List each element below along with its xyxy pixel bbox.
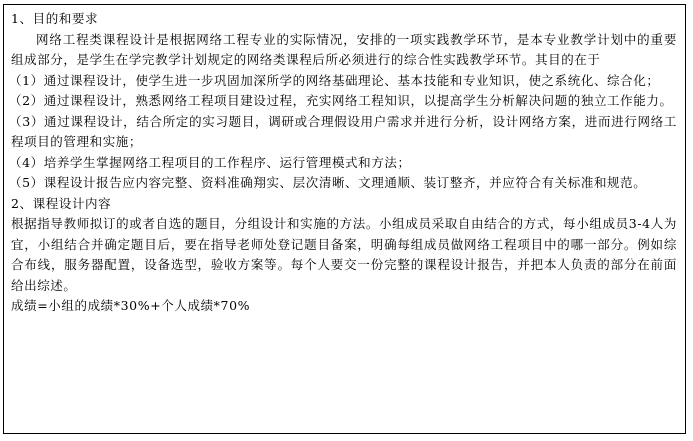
requirement-item-2: （2）通过课程设计，熟悉网络工程项目建设过程，充实网络工程知识，以提高学生分析解决问题的独立工作能力。 (9, 93, 673, 108)
section-2-heading: 2、课程设计内容 (11, 195, 112, 211)
requirement-item-4: （4）培养学生掌握网络工程项目的工作程序、运行管理模式和方法； (9, 154, 411, 170)
section-1-intro: 网络工程类课程设计是根据网络工程专业的实际情况，安排的一项实践教学环节，是本专业教学计划中的重要组成部分，是学生在学完教学计划规定的网络类课程后所必须进行的综合性实践教学环节。其目的在于 (11, 31, 677, 67)
requirement-item-1: （1）通过课程设计，使学生进一步巩固加深所学的网络基础理论、基本技能和专业知识，使之系统化、综合化； (9, 72, 660, 88)
document-frame (3, 4, 686, 434)
requirement-item-3: （3）通过课程设计，结合所定的实习题目，调研或合理假设用户需求并进行分析，设计网络方案，进而进行网络工程项目的管理和实施； (9, 113, 677, 149)
requirement-item-5: （5）课程设计报告应内容完整、资料准确翔实、层次清晰、文理通顺、装订整齐，并应符合有关标准和规范。 (9, 175, 647, 190)
section-1-heading: 1、目的和要求 (11, 11, 99, 26)
score-formula: 成绩=小组的成绩*30%+个人成绩*70% (11, 298, 251, 313)
document-body (4, 5, 685, 317)
section-2-body: 根据指导教师拟订的或者自选的题目，分组设计和实施的方法。小组成员采取自由结合的方式，每小组成员3-4人为宜，小组结合并确定题目后，要在指导老师处登记题目备案，明确每组成员做网络工程项目中的哪一部分。例如综合布线，服务器配置，设备选型，验收方案等。每个人要交一份完整的课程设计报告，并把本人负责的部分在前面给出综述。 (11, 216, 677, 293)
